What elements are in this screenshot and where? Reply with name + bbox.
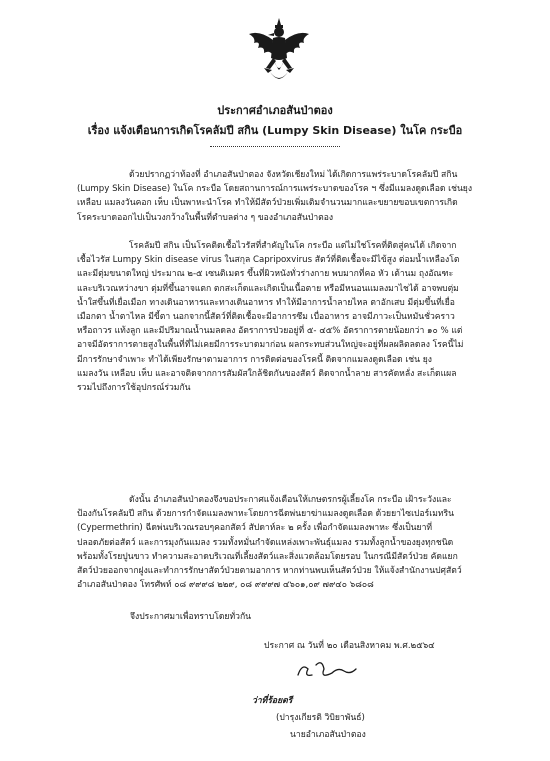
- paragraph-prevention: [77, 493, 485, 592]
- issuing-authority: ประกาศอำเภอสันป่าตอง: [217, 104, 333, 117]
- paragraph-line: ด้วยปรากฏว่าท้องที่ อำเภอสันป่าตอง จังหวัดเชียงใหม่ ได้เกิดการแพร่ระบาดโรคลัมปี สกิน: [129, 170, 458, 180]
- paragraph-line: พร้อมทั้งโรยปูนขาว ทำความสะอาดบริเวณที่เลี้ยงสัตว์และสิ่งแวดล้อมโดยรอบ ในกรณีมีสัตว์ป่วย คัดแยก: [77, 551, 458, 562]
- paragraph-line: โรคระบาดออกไปเป็นวงกว้างในพื้นที่ตำบลต่าง ๆ ของอำเภอสันป่าตอง: [77, 212, 334, 223]
- paragraph-disease-info: [77, 239, 485, 395]
- handwritten-signature-icon: [292, 655, 362, 685]
- paragraph-line: โรคลัมปี สกิน เป็นโรคติดเชื้อไวรัสที่สำคัญในโค กระบือ แต่ไม่ใช่โรคที่ติดสู่คนได้ เกิดจาก: [129, 241, 457, 251]
- garuda-emblem-icon: [246, 16, 312, 86]
- paragraph-line: มีการรักษาจำเพาะ ทำได้เพียงรักษาตามอาการ การติดต่อของโรคนี้ ติดจากแมลงดูดเลือด เช่น ยุง: [77, 354, 432, 365]
- paragraph-line: รวมไปถึงการใช้อุปกรณ์ร่วมกัน: [77, 383, 191, 394]
- paragraph-line: เหลือบ แมลงวันคอก เห็บ เป็นพาหะนำโรค ทำให้มีสัตว์ป่วยเพิ่มเติมจำนวนมากและขยายขอบเขตการเกิด: [77, 198, 458, 209]
- paragraph-line: แมลงวัน เหลือบ เห็บ และอาจติดจากการสัมผัสใกล้ชิดกันของสัตว์ ติดจากน้ำลาย สารคัดหลั่ง สะเก็ดแผล: [77, 368, 457, 379]
- closing-statement: จึงประกาศมาเพื่อทราบโดยทั่วกัน: [130, 612, 252, 622]
- announcement-subject: เรื่อง แจ้งเตือนการเกิดโรคลัมปี สกิน (Lumpy Skin Disease) ในโค กระบือ: [87, 124, 463, 137]
- paragraph-line: ปลอดภัยต่อสัตว์ และการมุงกันแมลง รวมทั้งหมั่นกำจัดแหล่งเพาะพันธุ์แมลง รวมทั้งลูกน้ำของยุงทุกชนิด: [77, 537, 454, 548]
- paragraph-line: (Cypermethrin) ฉีดพ่นบริเวณรอบๆคอกสัตว์ สัปดาห์ละ ๒ ครั้ง เพื่อกำจัดแมลงพาหะ ซึ่งเป็นยาที่: [77, 523, 433, 534]
- paragraph-situation: [77, 168, 485, 225]
- paragraph-line: เมือกตา น้ำตาไหล มีขี้ตา นอกจากนี้สัตว์ที่ติดเชื้อจะมีอาการซึม เบื่ออาหาร อาจมีภาวะเป็นหมันชั่วคราว: [77, 312, 455, 323]
- paragraph-line: น้ำใสขึ้นที่เยื่อเมือก ทางเดินอาหารและทางเดินอาหาร ทำให้มีอาการน้ำลายไหล ตาอักเสบ มีตุ่มขึ้นที่เยื่อ: [77, 297, 455, 308]
- signatory-rank: ว่าที่ร้อยตรี: [252, 696, 293, 706]
- separator-dotted-line: [210, 146, 340, 147]
- paragraph-line: ดังนั้น อำเภอสันป่าตองจึงขอประกาศแจ้งเตือนให้เกษตรกรผู้เลี้ยงโค กระบือ เฝ้าระวังและ: [129, 495, 452, 505]
- signatory-name: (ปารุงเกียรติ วิบิยาพันธ์): [276, 713, 365, 723]
- paragraph-line: และบริเวณหว่างขา ตุ่มที่ขึ้นอาจแตก ตกสะเก็ดและเกิดเป็นเนื้อตาย หรือมีหนอนแมลงมาไชได้ อาจพบตุ่ม: [77, 283, 459, 294]
- announcement-date: ประกาศ ณ วันที่ ๒๐ เดือนสิงหาคม พ.ศ.๒๕๖๔: [264, 641, 435, 651]
- paragraph-line: อำเภอสันป่าตอง โทรศัพท์ ๐๘ ๙๙๙๘ ๒๒๙, ๐๘ ๙๙๙๗ ๔๖๐๑,๐๙ ๗๙๔๐ ๖๘๐๘: [77, 580, 374, 591]
- paragraph-line: เชื้อไวรัส Lumpy Skin disease virus ในสกุล Capripoxvirus สัตว์ที่ติดเชื้อจะมีไข้สูง ต่อมน้ำเหลืองโต: [77, 255, 460, 266]
- paragraph-line: (Lumpy Skin Disease) ในโค กระบือ โดยสถานการณ์การแพร่ระบาดของโรค ฯ ซึ่งมีแมลงดูดเลือด เช่นยุง: [77, 184, 473, 195]
- paragraph-line: อาจมีอัตราการตายสูงในพื้นที่ที่ไม่เคยมีการระบาดมาก่อน ผลกระทบส่วนใหญ่จะอยู่ที่ผลผลิตลดลง โรคนี้ไม่: [77, 340, 464, 351]
- signatory-position: นายอำเภอสันป่าตอง: [290, 730, 366, 740]
- paragraph-line: และมีตุ่มขนาดใหญ่ ประมาณ ๒-๕ เซนติเมตร ขึ้นที่ผิวหนังทั่วร่างกาย พบมากที่คอ หัว เต้านม ถุงอัณฑะ: [77, 269, 454, 280]
- paragraph-line: สัตว์ป่วยออกจากฝูงและทำการรักษาสัตว์ป่วยตามอาการ หากท่านพบเห็นสัตว์ป่วย ให้แจ้งสำนักงานปศุสัตว์: [77, 566, 462, 577]
- paragraph-line: ป้องกันโรคลัมปี สกิน ด้วยการกำจัดแมลงพาหะโดยการฉีดพ่นยาฆ่าแมลงดูดเลือด ด้วยยาไซเปอร์เมทริน: [77, 509, 455, 520]
- paragraph-line: หรือถาวร แท้งลูก และมีปริมาณน้ำนมลดลง อัตราการป่วยอยู่ที่ ๕- ๔๕% อัตราการตายน้อยกว่า ๑๐ % แต่: [77, 326, 463, 337]
